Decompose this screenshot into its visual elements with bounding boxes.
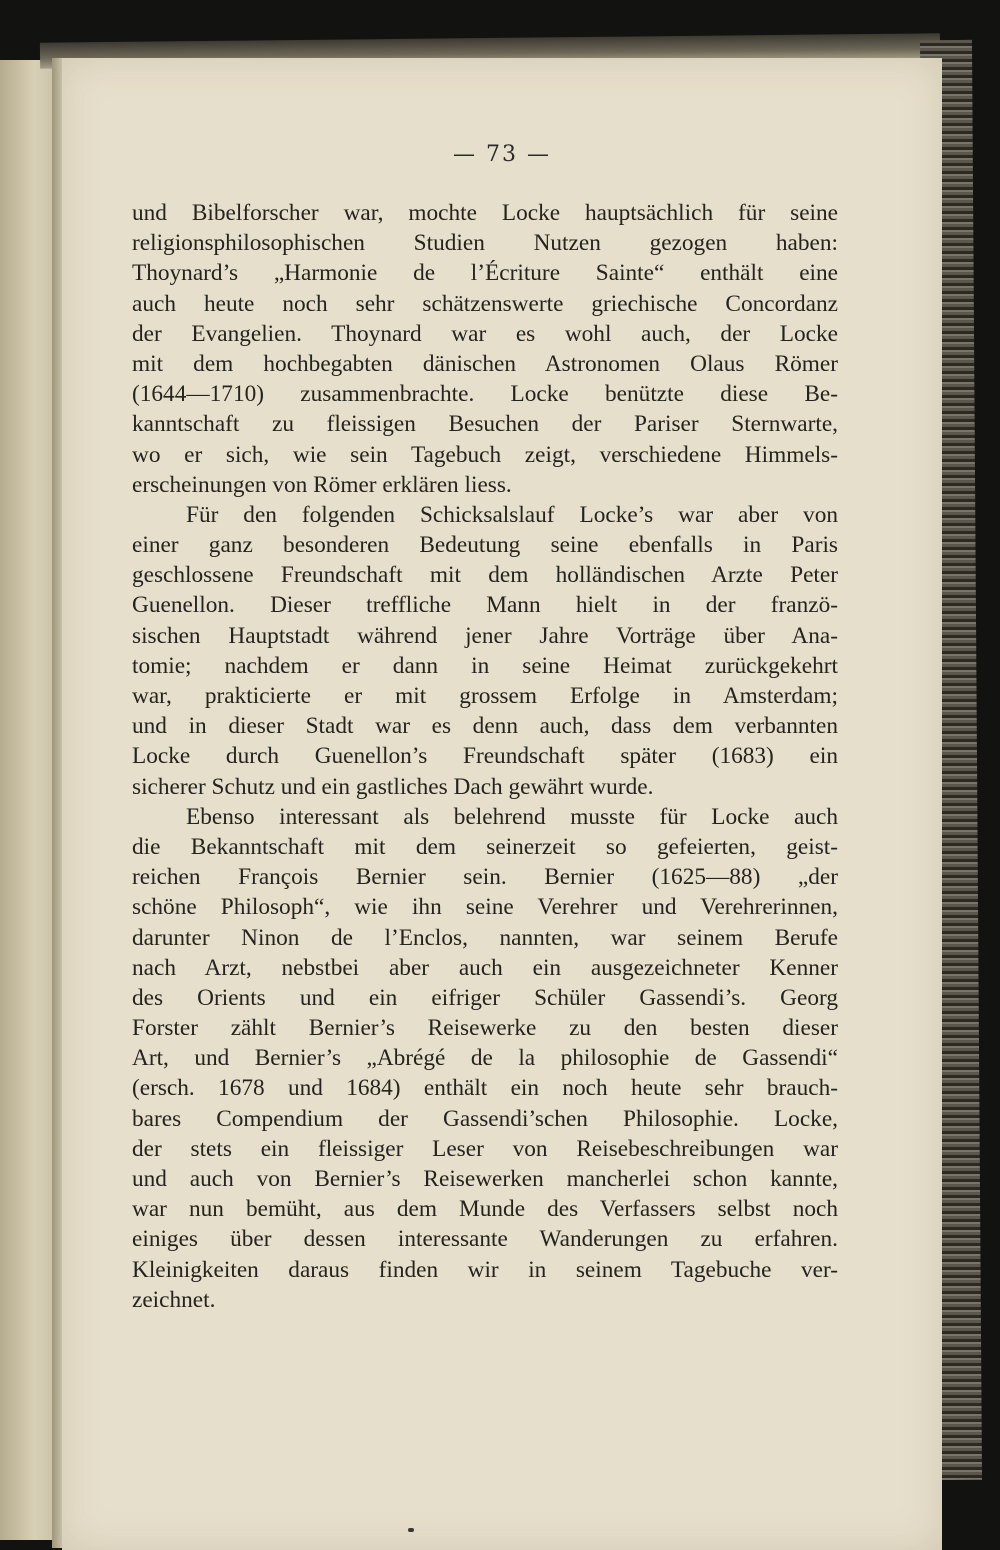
text-line: die Bekanntschaft mit dem seinerzeit so gefeierten, geist-: [132, 833, 838, 860]
text-line: (ersch. 1678 und 1684) enthält ein noch heute sehr brauch-: [132, 1075, 838, 1102]
text-line: Art, und Bernier’s „Abrégé de la philosophie de Gassendi“: [132, 1045, 838, 1072]
text-line: erscheinungen von Römer erklären liess.: [132, 471, 512, 498]
text-line: Kleinigkeiten daraus finden wir in seinem Tagebuche ver-: [132, 1256, 838, 1283]
text-line: und Bibelforscher war, mochte Locke hauptsächlich für seine: [132, 200, 838, 226]
body-text: [132, 198, 838, 1315]
book-page: [62, 58, 942, 1550]
text-line: nach Arzt, nebstbei aber auch ein ausgezeichneter Kenner: [132, 954, 838, 981]
text-line: und auch von Bernier’s Reisewerken mancherlei schon kannte,: [132, 1166, 838, 1192]
text-line: der stets ein fleissiger Leser von Reisebeschreibungen war: [132, 1135, 838, 1162]
text-line: der Evangelien. Thoynard war es wohl auch, der Locke: [132, 320, 838, 347]
previous-page-edge: [0, 60, 58, 1540]
text-line: des Orients und ein eifriger Schüler Gassendi’s. Georg: [132, 984, 838, 1011]
text-line: bares Compendium der Gassendi’schen Philosophie. Locke,: [132, 1105, 838, 1132]
text-line: schöne Philosoph“, wie ihn seine Verehrer und Verehrerinnen,: [132, 894, 838, 921]
text-line: und in dieser Stadt war es denn auch, dass dem verbannten: [132, 713, 838, 740]
text-line: mit dem hochbegabten dänischen Astronomen Olaus Römer: [132, 350, 838, 377]
text-line: sicherer Schutz und ein gastliches Dach gewährt wurde.: [132, 773, 654, 800]
text-line: einiges über dessen interessante Wanderungen zu erfahren.: [132, 1226, 838, 1253]
text-line: einer ganz besonderen Bedeutung seine ebenfalls in Paris: [132, 532, 838, 559]
text-line: Für den folgenden Schicksalslauf Locke’s war aber von: [186, 501, 838, 528]
text-line: wo er sich, wie sein Tagebuch zeigt, verschiedene Himmels-: [132, 441, 838, 468]
text-line: Ebenso interessant als belehrend musste für Locke auch: [186, 803, 838, 830]
page-number: — 73 —: [453, 142, 551, 167]
text-line: tomie; nachdem er dann in seine Heimat zurückgekehrt: [132, 652, 838, 679]
text-line: auch heute noch sehr schätzenswerte griechische Concordanz: [132, 290, 838, 317]
text-line: Thoynard’s „Harmonie de l’Écriture Sainte“ enthält eine: [132, 260, 838, 287]
ink-speck: [408, 1528, 414, 1532]
text-line: religionsphilosophischen Studien Nutzen gezogen haben:: [132, 230, 838, 257]
text-line: (1644—1710) zusammenbrachte. Locke benützte diese Be-: [132, 381, 838, 408]
text-line: sischen Hauptstadt während jener Jahre Vorträge über Ana-: [132, 622, 838, 649]
text-line: darunter Ninon de l’Enclos, nannten, war seinem Berufe: [132, 924, 838, 951]
text-line: kanntschaft zu fleissigen Besuchen der Pariser Sternwarte,: [132, 411, 838, 438]
text-line: war nun bemüht, aus dem Munde des Verfassers selbst noch: [132, 1196, 838, 1223]
text-line: Guenellon. Dieser treffliche Mann hielt in der franzö-: [132, 592, 838, 619]
text-line: Forster zählt Bernier’s Reisewerke zu den besten dieser: [132, 1015, 838, 1042]
paragraph-3: [132, 802, 838, 1315]
paragraph-1: [132, 198, 838, 500]
text-line: war, prakticierte er mit grossem Erfolge in Amsterdam;: [132, 683, 838, 709]
text-line: geschlossene Freundschaft mit dem holländischen Arzte Peter: [132, 562, 838, 589]
paragraph-2: [132, 500, 838, 802]
text-line: Locke durch Guenellon’s Freundschaft später (1683) ein: [132, 743, 838, 770]
text-line: zeichnet.: [132, 1286, 216, 1313]
text-line: reichen François Bernier sein. Bernier (1625—88) „der: [132, 864, 838, 891]
